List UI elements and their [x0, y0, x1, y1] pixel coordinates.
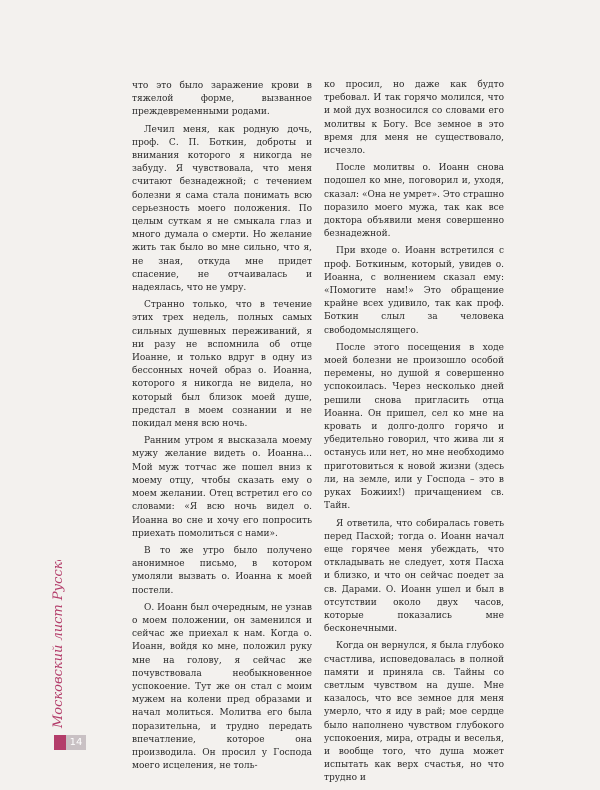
paragraph: Лечил меня, как родную дочь, проф. С. П. Боткин, доброты и внимания которого я никогда не забуду. Я чувствовала, что меня считают безнадежной; с течением болезни я сама стала понимать всю серьезность моего положения. По целым суткам я не смыкала глаз и много думала о смерти. Но желание жить так было во мне сильно, что я, не зная, откуда мне придет спасение, не отчаивалась и надеялась, что не умру. — [132, 124, 312, 294]
paragraph: Странно только, что в течение этих трех недель, полных самых сильных душевных переживаний, я ни разу не вспомнила об отце Иоанне, и только вдруг в одну из бессонных ночей образ о. Иоанна, которого я никогда не видела, но который был близок моей душе, предстал в моем сознании и не покидал меня всю ночь. — [132, 300, 312, 430]
paragraph: После молитвы о. Иоанн снова подошел ко мне, поговорил и, уходя, сказал: «Она не умрет». Это страшно поразило моего мужа, так как все доктора объявили меня совершенно безнадежной. — [324, 163, 504, 240]
left-text-column — [132, 80, 312, 777]
spine-book-title — [40, 560, 80, 730]
spine-title-text: Московский лист Русской — [51, 560, 66, 728]
paragraph: Я ответила, что собиралась говеть перед Пасхой; тогда о. Иоанн начал еще горячее меня убеждать, что откладывать не следует, хотя Пасха и близко, и что он сейчас поедет за св. Дарами. О. Иоанн ушел и был в отсутствии около двух часов, которые показались мне бесконечными. — [324, 518, 504, 635]
paragraph: После этого посещения в ходе моей болезни не произошло особой перемены, но душой я совершенно успокоилась. Через несколько дней решили снова пригласить отца Иоанна. Он пришел, сел ко мне на кровать и долго-долго горячо и убедительно говорил, что жива ли я останусь или нет, но мне необходимо приготовиться к новой жизни (здесь ли, на земле, или у Господа – это в руках Божиих!) причащением св. Тайн. — [324, 342, 504, 512]
paragraph: В то же утро было получено анонимное письмо, в котором умоляли вызвать о. Иоанна к моей постели. — [132, 545, 312, 596]
paragraph: При входе о. Иоанн встретился с проф. Боткиным, который, увидев о. Иоанна, с волнением сказал ему: «Помогите нам!» Это обращение крайне всех удивило, так как проф. Боткин слыл за человека свободомыслящего. — [324, 246, 504, 336]
spine-title-svg — [40, 560, 80, 730]
page-number-accent — [54, 735, 66, 750]
page-number: 14 — [66, 735, 86, 750]
paragraph: Когда он вернулся, я была глубоко счастлива, исповедовалась в полной памяти и приняла св. Тайны со светлым чувством на душе. Мне казалось, что все земное для меня умерло, что я иду в рай; мое сердце было наполнено чувством глубокого успокоения, мира, отрады и веселья, и вообще того, что душа может испытать как верх счастья, но что трудно и — [324, 641, 504, 784]
paragraph: О. Иоанн был очередным, не узнав о моем положении, он заменился и сейчас же приехал к нам. Когда о. Иоанн, войдя ко мне, положил руку мне на голову, я сейчас же почувствовала необыкновенное успокоение. Тут же он стал с моим мужем на колени пред образами и начал молиться. Молитва его была поразительна, и трудно передать впечатление, которое она производила. Он просил у Господа моего исцеления, не толь- — [132, 602, 312, 772]
paragraph: Ранним утром я высказала моему мужу желание видеть о. Иоанна... Мой муж тотчас же пошел вниз к моему отцу, чтобы сказать ему о моем желании. Отец встретил его со словами: «Я всю ночь видел о. Иоанна во сне и хочу его попросить приехать помолиться с нами». — [132, 436, 312, 539]
paragraph: ко просил, но даже как будто требовал. И так горячо молился, что и мой дух возносился со словами его молитвы к Богу. Все земное в это время для меня не существовало, исчезло. — [324, 80, 504, 157]
paragraph: что это было заражение крови в тяжелой форме, вызванное преждевременными родами. — [132, 81, 312, 118]
right-text-column — [324, 79, 504, 790]
